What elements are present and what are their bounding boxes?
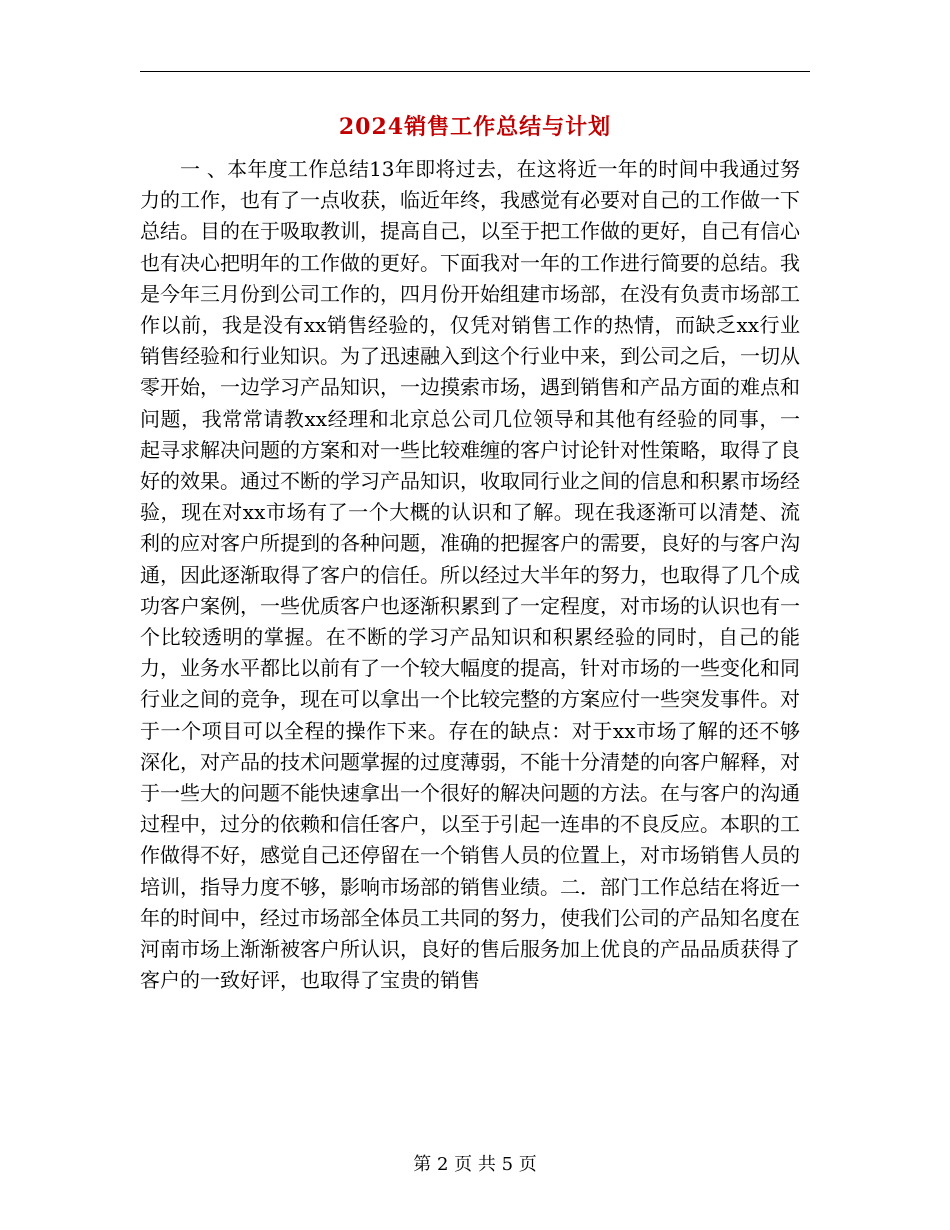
header-rule [140,71,810,72]
document-title: 2024销售工作总结与计划 [338,114,612,140]
body-paragraph: 一 、本年度工作总结13年即将过去，在这将近一年的时间中我通过努力的工作，也有了一点收获，临近年终，我感觉有必要对自己的工作做一下总结。目的在于吸取教训，提高自己，以至于把工作做的更好，自己有信心也有决心把明年的工作做的更好。下面我对一年的工作进行简要的总结。我是今年三月份到公司工作的，四月份开始组建市场部，在没有负责市场部工作以前，我是没有xx销售经验的，仅凭对销售工作的热情，而缺乏xx行业销售经验和行业知识。为了迅速融入到这个行业中来，到公司之后，一切从零开始，一边学习产品知识，一边摸索市场，遇到销售和产品方面的难点和问题，我常常请教xx经理和北京总公司几位领导和其他有经验的同事，一起寻求解决问题的方案和对一些比较难缠的客户讨论针对性策略，取得了良好的效果。通过不断的学习产品知识，收取同行业之间的信息和积累市场经验，现在对xx市场有了一个大概的认识和了解。现在我逐渐可以清楚、流利的应对客户所提到的各种问题，准确的把握客户的需要，良好的与客户沟通，因此逐渐取得了客户的信任。所以经过大半年的努力，也取得了几个成功客户案例，一些优质客户也逐渐积累到了一定程度，对市场的认识也有一个比较透明的掌握。在不断的学习产品知识和积累经验的同时，自己的能力，业务水平都比以前有了一个较大幅度的提高，针对市场的一些变化和同行业之间的竞争，现在可以拿出一个比较完整的方案应付一些突发事件。对于一个项目可以全程的操作下来。存在的缺点：对于xx市场了解的还不够深化，对产品的技术问题掌握的过度薄弱，不能十分清楚的向客户解释，对于一些大的问题不能快速拿出一个很好的解决问题的方法。在与客户的沟通过程中，过分的依赖和信任客户，以至于引起一连串的不良反应。本职的工作做得不好，感觉自己还停留在一个销售人员的位置上，对市场销售人员的培训，指导力度不够，影响市场部的销售业绩。二．部门工作总结在将近一年的时间中，经过市场部全体员工共同的努力，使我们公司的产品知名度在河南市场上渐渐被客户所认识，良好的售后服务加上优良的产品品质获得了客户的一致好评，也取得了宝贵的销售 [140,157,800,993]
page-number: 第 2 页 共 5 页 [413,1154,537,1175]
